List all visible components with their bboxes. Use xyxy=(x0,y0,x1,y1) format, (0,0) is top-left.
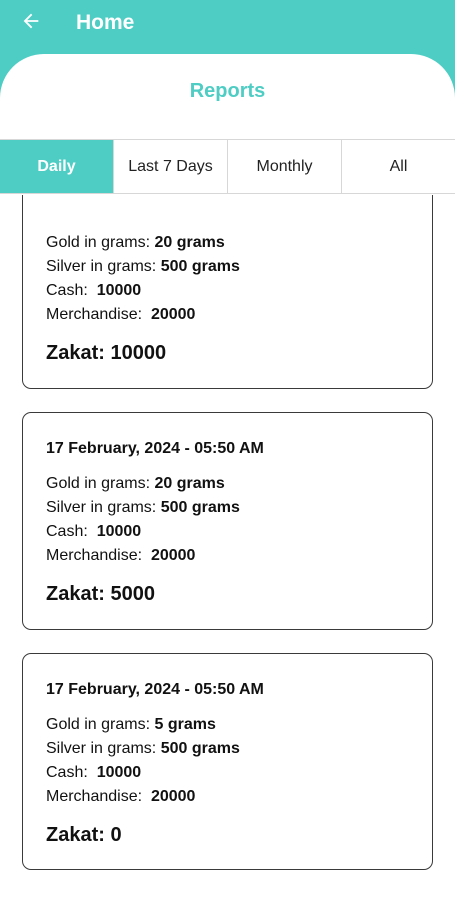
cash-value: 10000 xyxy=(96,523,142,540)
app-bar-title: Home xyxy=(76,11,135,34)
cash-value: 10000 xyxy=(96,764,142,781)
tab-last-7-days[interactable]: Last 7 Days xyxy=(114,140,228,193)
page-title: Reports xyxy=(189,80,266,102)
gold-row xyxy=(46,475,225,493)
tab-daily[interactable]: Daily xyxy=(0,140,114,193)
zakat-label: Zakat: xyxy=(46,583,105,605)
cash-row xyxy=(46,764,141,782)
reports-list[interactable] xyxy=(0,195,455,900)
silver-row xyxy=(46,499,240,517)
gold-row xyxy=(46,234,225,252)
zakat-total xyxy=(46,583,155,606)
back-button[interactable] xyxy=(18,10,44,36)
silver-label: Silver in grams: xyxy=(46,258,157,275)
silver-value: 500 grams xyxy=(160,499,240,516)
silver-value: 500 grams xyxy=(160,258,240,275)
zakat-label: Zakat: xyxy=(46,824,105,846)
merchandise-label: Merchandise: xyxy=(46,788,143,805)
merchandise-row xyxy=(46,306,195,324)
merchandise-row xyxy=(46,547,195,565)
zakat-value: 0 xyxy=(110,824,122,846)
tab-monthly[interactable]: Monthly xyxy=(228,140,342,193)
silver-row xyxy=(46,258,240,276)
report-date: 17 February, 2024 - 05:50 AM xyxy=(46,440,264,457)
gold-value: 20 grams xyxy=(154,475,225,492)
zakat-total xyxy=(46,824,122,847)
cash-label: Cash: xyxy=(46,764,88,781)
cash-label: Cash: xyxy=(46,282,88,299)
arrow-left-icon xyxy=(20,10,42,37)
report-card xyxy=(22,195,433,389)
report-card xyxy=(22,653,433,870)
silver-value: 500 grams xyxy=(160,740,240,757)
merchandise-row xyxy=(46,788,195,806)
cash-row xyxy=(46,523,141,541)
zakat-total xyxy=(46,342,166,365)
report-date: 17 February, 2024 - 05:50 AM xyxy=(46,681,264,698)
merchandise-value: 20000 xyxy=(150,788,196,805)
zakat-value: 5000 xyxy=(110,583,155,605)
tab-all[interactable]: All xyxy=(389,157,408,175)
gold-value: 20 grams xyxy=(154,234,225,251)
silver-row xyxy=(46,740,240,758)
silver-label: Silver in grams: xyxy=(46,740,157,757)
gold-label: Gold in grams: xyxy=(46,234,151,251)
gold-label: Gold in grams: xyxy=(46,475,151,492)
merchandise-value: 20000 xyxy=(150,547,196,564)
gold-value: 5 grams xyxy=(154,716,216,733)
cash-row xyxy=(46,282,141,300)
report-tabs xyxy=(0,139,455,194)
zakat-value: 10000 xyxy=(110,342,167,364)
gold-row xyxy=(46,716,216,734)
merchandise-label: Merchandise: xyxy=(46,306,143,323)
report-card xyxy=(22,412,433,630)
merchandise-value: 20000 xyxy=(150,306,196,323)
gold-label: Gold in grams: xyxy=(46,716,151,733)
zakat-label: Zakat: xyxy=(46,342,105,364)
cash-value: 10000 xyxy=(96,282,142,299)
silver-label: Silver in grams: xyxy=(46,499,157,516)
cash-label: Cash: xyxy=(46,523,88,540)
merchandise-label: Merchandise: xyxy=(46,547,143,564)
